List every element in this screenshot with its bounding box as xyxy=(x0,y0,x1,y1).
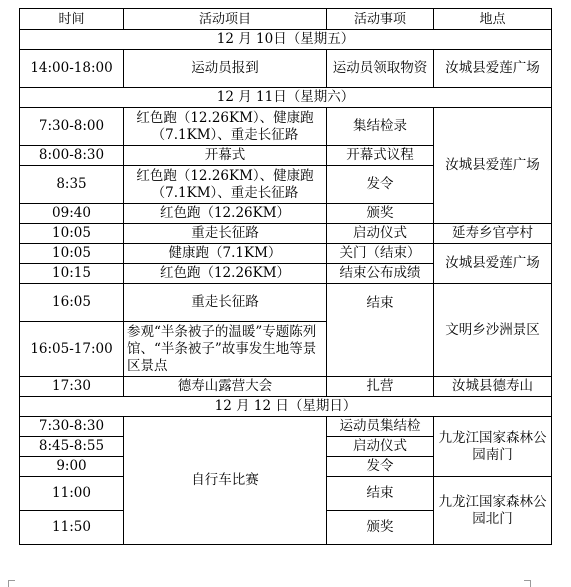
cell-time: 7:30-8:30 xyxy=(20,417,124,437)
cell-item: 集结检录 xyxy=(327,108,434,146)
crop-mark xyxy=(524,580,531,587)
table-row xyxy=(20,417,552,437)
header-time: 时间 xyxy=(20,9,124,30)
cell-project: 红色跑（12.26KM） xyxy=(124,204,327,224)
header-row xyxy=(20,9,552,30)
cell-time: 09:40 xyxy=(20,204,124,224)
cell-item: 运动员领取物资 xyxy=(327,50,434,88)
cell-time: 11:00 xyxy=(20,477,124,511)
cell-item: 结束公布成绩 xyxy=(327,264,434,284)
cell-location: 延寿乡官亭村 xyxy=(434,224,552,244)
cell-time: 17:30 xyxy=(20,377,124,397)
cell-project: 重走长征路 xyxy=(124,224,327,244)
header-item: 活动事项 xyxy=(327,9,434,30)
cell-item: 启动仪式 xyxy=(327,437,434,457)
cell-location: 九龙江国家森林公园北门 xyxy=(434,477,552,545)
table-row xyxy=(20,108,552,146)
cell-project: 红色跑（12.26KM）、健康跑（7.1KM）、重走长征路 xyxy=(124,108,327,146)
cell-project: 开幕式 xyxy=(124,146,327,166)
cell-location: 文明乡沙洲景区 xyxy=(434,284,552,377)
cell-item: 颁奖 xyxy=(327,511,434,545)
cell-time: 10:05 xyxy=(20,224,124,244)
cell-item: 结束 xyxy=(327,284,434,377)
cell-item: 启动仪式 xyxy=(327,224,434,244)
date-dec10: 12 月 10日（星期五） xyxy=(20,30,552,50)
cell-time: 10:05 xyxy=(20,244,124,264)
date-dec11: 12 月 11日（星期六） xyxy=(20,88,552,108)
cell-time: 11:50 xyxy=(20,511,124,545)
date-dec12: 12 月 12 日（星期日） xyxy=(20,397,552,417)
cell-project: 自行车比赛 xyxy=(124,417,327,545)
cell-item: 关门（结束） xyxy=(327,244,434,264)
table-row xyxy=(20,244,552,264)
cell-project: 运动员报到 xyxy=(124,50,327,88)
table-row xyxy=(20,377,552,397)
table-row xyxy=(20,224,552,244)
cell-item: 运动员集结检 xyxy=(327,417,434,437)
header-project: 活动项目 xyxy=(124,9,327,30)
cell-project: 重走长征路 xyxy=(124,284,327,322)
cell-location: 汝城县爱莲广场 xyxy=(434,108,552,224)
cell-project: 德寿山露营大会 xyxy=(124,377,327,397)
cell-item: 开幕式议程 xyxy=(327,146,434,166)
cell-item: 结束 xyxy=(327,477,434,511)
cell-time: 9:00 xyxy=(20,457,124,477)
cell-project: 健康跑（7.1KM） xyxy=(124,244,327,264)
cell-project: 红色跑（12.26KM） xyxy=(124,264,327,284)
cell-project: 参观“半条被子的温暖”专题陈列馆、“半条被子”故事发生地等景区景点 xyxy=(124,322,327,377)
cell-time: 7:30-8:00 xyxy=(20,108,124,146)
cell-time: 8:00-8:30 xyxy=(20,146,124,166)
date-row-dec10 xyxy=(20,30,552,50)
cell-item: 发令 xyxy=(327,457,434,477)
cell-location: 九龙江国家森林公园南门 xyxy=(434,417,552,477)
date-row-dec11 xyxy=(20,88,552,108)
cell-time: 8:45-8:55 xyxy=(20,437,124,457)
cell-time: 14:00-18:00 xyxy=(20,50,124,88)
crop-mark xyxy=(8,580,15,587)
cell-location: 汝城县德寿山 xyxy=(434,377,552,397)
cell-time: 10:15 xyxy=(20,264,124,284)
cell-location: 汝城县爱莲广场 xyxy=(434,50,552,88)
cell-time: 8:35 xyxy=(20,166,124,204)
date-row-dec12 xyxy=(20,397,552,417)
header-location: 地点 xyxy=(434,9,552,30)
cell-time: 16:05-17:00 xyxy=(20,322,124,377)
cell-location: 汝城县爱莲广场 xyxy=(434,244,552,284)
cell-item: 颁奖 xyxy=(327,204,434,224)
cell-item: 扎营 xyxy=(327,377,434,397)
cell-project: 红色跑（12.26KM）、健康跑（7.1KM）、重走长征路 xyxy=(124,166,327,204)
schedule-table xyxy=(19,8,552,545)
table-row xyxy=(20,284,552,322)
table-row xyxy=(20,50,552,88)
cell-item: 发令 xyxy=(327,166,434,204)
cell-time: 16:05 xyxy=(20,284,124,322)
